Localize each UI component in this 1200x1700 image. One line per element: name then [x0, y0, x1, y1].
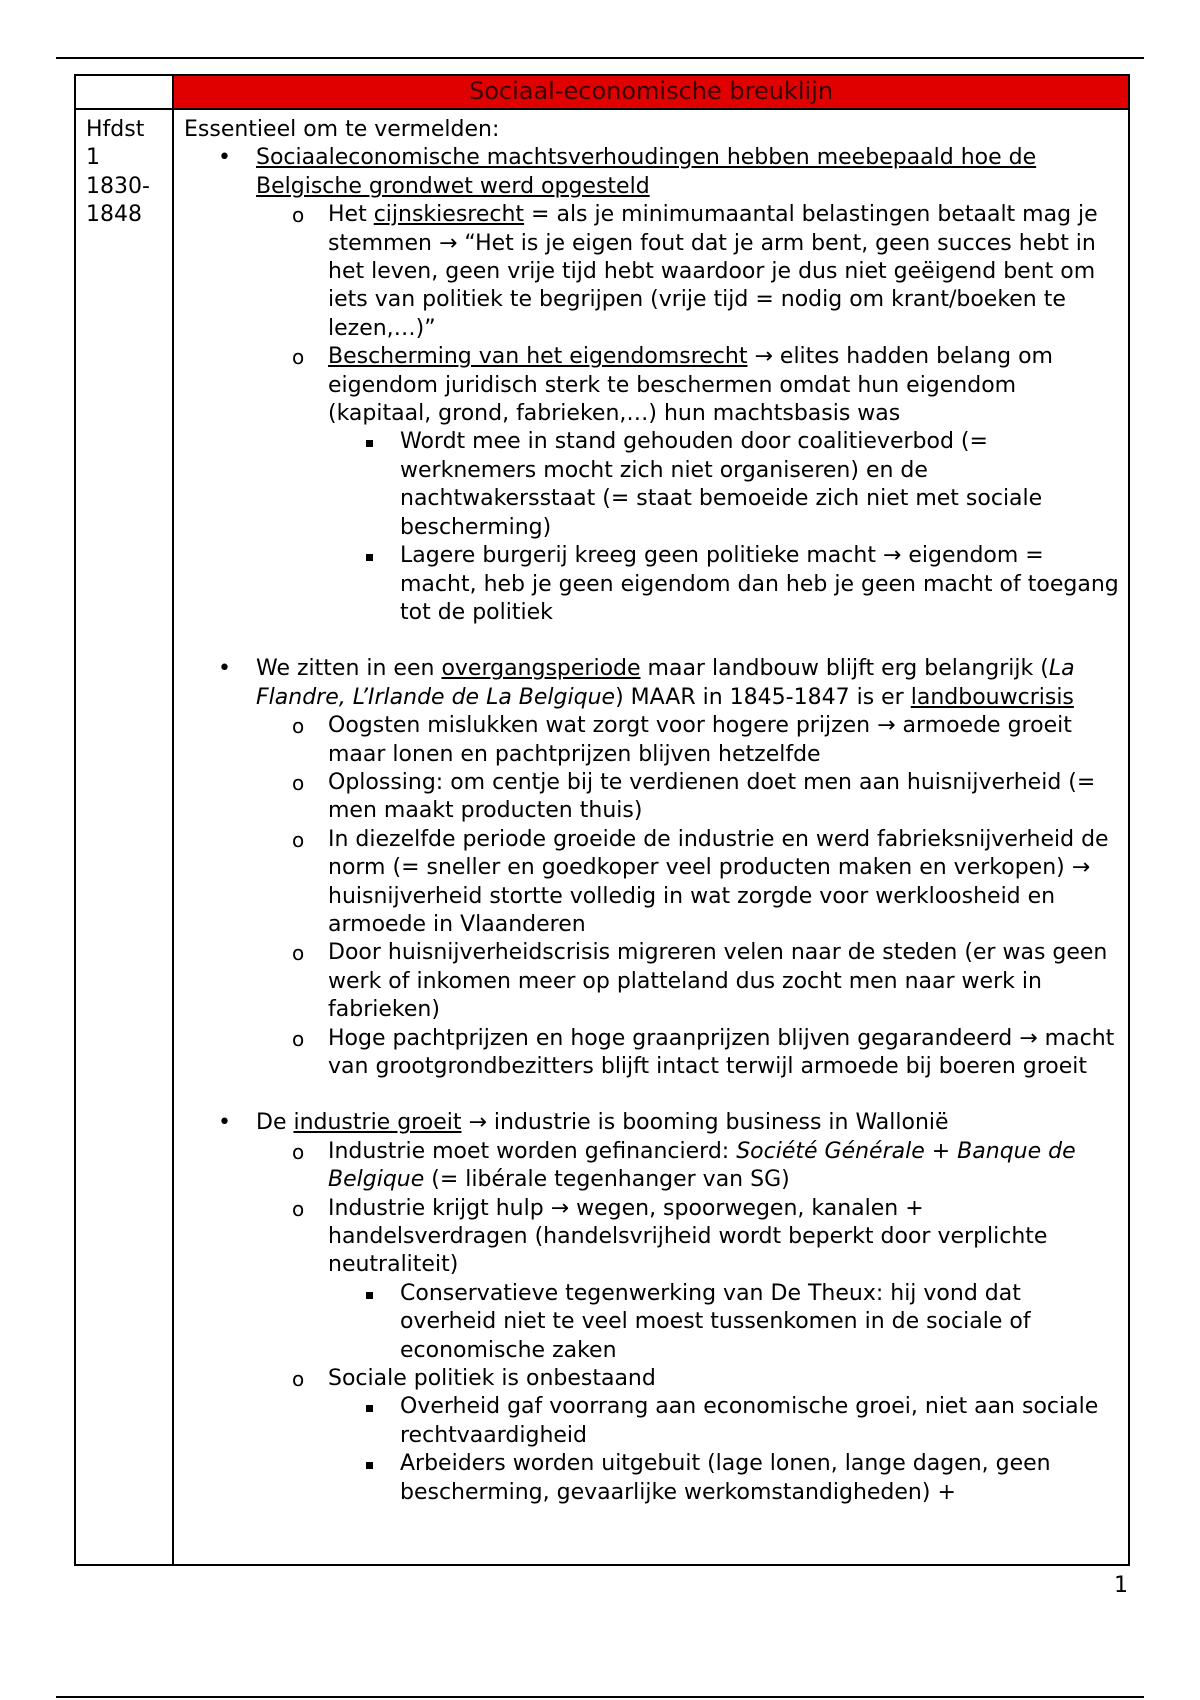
text-run: maar landbouw blijft erg belangrijk (	[640, 656, 1049, 682]
list-item	[256, 343, 1122, 627]
text-run: → elites hadden belang om eigendom juridisch sterk te beschermen omdat hun eigendom (kapitaal, grond, fabrieken,…) hun machtsbasis was	[328, 344, 1053, 427]
bullet-industrie	[184, 1109, 1122, 1507]
chapter-label: Hfdst	[86, 117, 145, 142]
chapter-number: 1	[86, 145, 100, 171]
sub-sub-list	[328, 1393, 1122, 1507]
list-item: Lagere burgerij kreeg geen politieke macht → eigendom = macht, heb je geen eigendom dan heb je geen macht of toegang tot de politiek	[328, 542, 1122, 627]
list-item: Overheid gaf voorrang aan economische groei, niet aan sociale rechtvaardigheid	[328, 1393, 1122, 1450]
notes-table	[74, 74, 1130, 1566]
bullet-grondwet	[184, 144, 1122, 627]
list-item	[256, 1365, 1122, 1507]
text-run: ) MAAR in 1845-1847 is er	[615, 684, 911, 710]
empty-corner-cell	[75, 75, 173, 109]
italic-quote: La Flandre, L’Irlande de La Belgique	[256, 656, 1075, 710]
term-overgangsperiode: overgangsperiode	[441, 656, 641, 682]
list-item: o Door huisnijverheidscrisis migreren velen naar de steden (er was geen werk of inkomen meer op platteland dus zocht men naar werk in fabrieken)	[256, 939, 1122, 1024]
content-cell	[173, 109, 1129, 1565]
list-item	[256, 1138, 1122, 1195]
intro-text: Essentieel om te vermelden:	[184, 117, 500, 142]
text-run: De	[256, 1110, 294, 1136]
text-run: → industrie is booming business in Wallonië	[461, 1110, 949, 1136]
list-item: Conservatieve tegenwerking van De Theux: hij vond dat overheid niet te veel moest tussenkomen in de sociale of economische zaken	[328, 1280, 1122, 1365]
text-run: Industrie krijgt hulp → wegen, spoorwegen, kanalen + handelsverdragen (handelsvrijheid wordt beperkt door verplichte neutraliteit)	[328, 1195, 1048, 1278]
list-item	[256, 201, 1122, 343]
bullet-heading: Sociaaleconomische machtsverhoudingen hebben meebepaald hoe de Belgische grondwet werd opgesteld	[256, 145, 1037, 199]
text-run: (= libérale tegenhanger van SG)	[424, 1167, 790, 1193]
page-number: 1	[1114, 1573, 1128, 1598]
bullet-landbouw	[184, 655, 1122, 1081]
term-eigendomsrecht: Bescherming van het eigendomsrecht	[328, 344, 748, 370]
term-industrie-groeit: industrie groeit	[293, 1110, 462, 1136]
sub-sub-list	[328, 428, 1122, 627]
term-landbouwcrisis: landbouwcrisis	[910, 684, 1074, 710]
term-cijnskiesrecht: cijnskiesrecht	[373, 202, 525, 228]
chapter-cell	[75, 109, 173, 1565]
main-bullet-list	[184, 144, 1122, 1507]
table-header-row	[75, 75, 1129, 109]
text-run: Sociale politiek is onbestaand	[328, 1366, 656, 1392]
sub-list	[256, 201, 1122, 627]
list-item: o In diezelfde periode groeide de industrie en werd fabrieksnijverheid de norm (= sneller en goedkoper veel producten maken en verkopen) → huisnijverheid stortte volledig in wat zorgde voor werkloosheid en armoede in Vlaanderen	[256, 826, 1122, 940]
text-run: We zitten in een	[256, 656, 442, 682]
italic-banks: Société Générale + Banque de Belgique	[328, 1138, 1076, 1193]
header-rule	[56, 57, 1144, 59]
list-item: Arbeiders worden uitgebuit (lage lonen, lange dagen, geen bescherming, gevaarlijke werkomstandigheden) +	[328, 1450, 1122, 1507]
list-item: o Hoge pachtprijzen en hoge graanprijzen blijven gegarandeerd → macht van grootgrondbezitters blijft intact terwijl armoede bij boeren groeit	[256, 1025, 1122, 1082]
list-item	[256, 1195, 1122, 1365]
footer-rule	[56, 1696, 1144, 1698]
sub-list	[256, 1138, 1122, 1507]
list-item: o Oplossing: om centje bij te verdienen doet men aan huisnijverheid (= men maakt producten thuis)	[256, 769, 1122, 826]
text-run: Industrie moet worden gefinancierd:	[328, 1138, 737, 1164]
table-title: Sociaal-economische breuklijn	[173, 75, 1129, 109]
chapter-period-end: 1848	[86, 202, 142, 228]
table-body-row	[75, 109, 1129, 1565]
sub-list	[256, 712, 1122, 1081]
list-item: Wordt mee in stand gehouden door coalitieverbod (= werknemers mocht zich niet organiseren) en de nachtwakersstaat (= staat bemoeide zich niet met sociale bescherming)	[328, 428, 1122, 542]
sub-sub-list	[328, 1280, 1122, 1365]
text-run: Het	[328, 202, 374, 228]
chapter-period-start: 1830-	[86, 173, 150, 199]
list-item: o Oogsten mislukken wat zorgt voor hogere prijzen → armoede groeit maar lonen en pachtprijzen blijven hetzelfde	[256, 712, 1122, 769]
text-run: = als je minimumaantal belastingen betaalt mag je stemmen → “Het is je eigen fout dat je arm bent, geen succes hebt in het leven, geen vrije tijd hebt waardoor je dus niet geëigend bent om iets van politiek te begrijpen (vrije tijd = nodig om krant/boeken te lezen,…)”	[328, 202, 1098, 341]
